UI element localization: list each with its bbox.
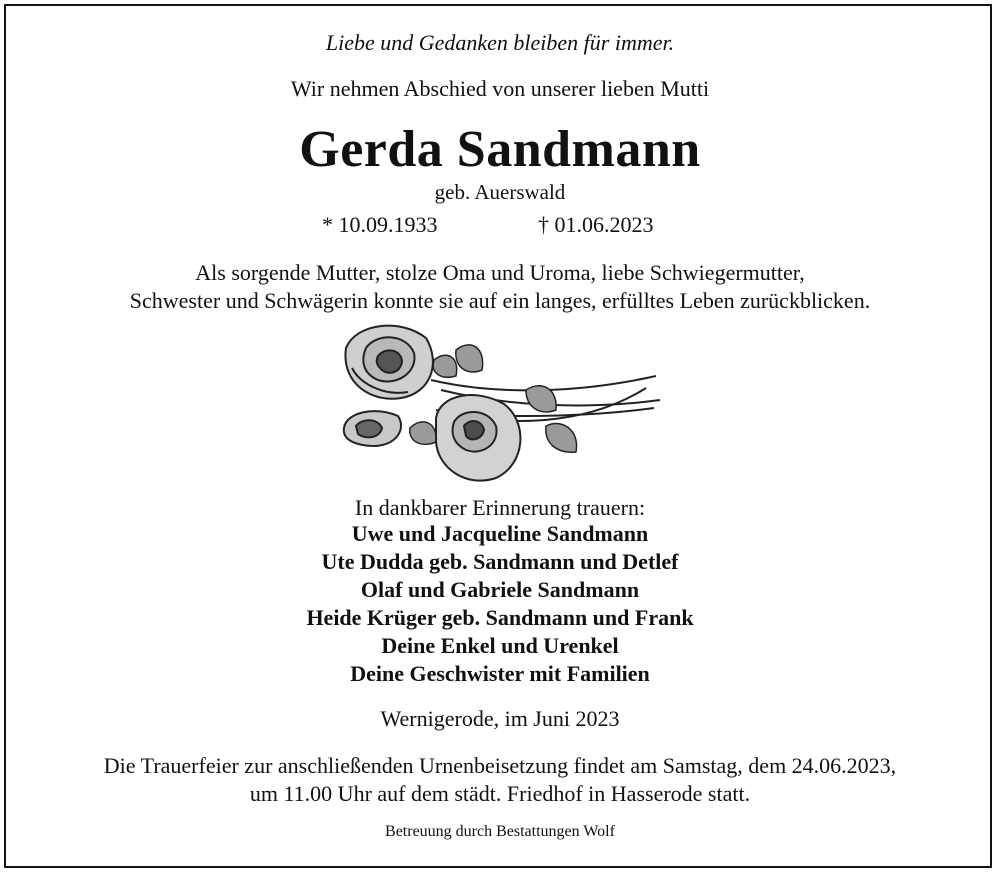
tribute-line-1: Als sorgende Mutter, stolze Oma und Uroma, liebe Schwiegermutter, — [195, 260, 805, 285]
undertaker-credit: Betreuung durch Bestattungen Wolf — [385, 823, 615, 840]
mourner-line: Uwe und Jacqueline Sandmann — [351, 521, 649, 546]
deceased-name: Gerda Sandmann — [299, 121, 701, 178]
birth-date: * 10.09.1933 — [322, 212, 438, 237]
mourner-line: Olaf und Gabriele Sandmann — [360, 577, 640, 602]
mourners-intro: In dankbarer Erinnerung trauern: — [354, 495, 646, 520]
tribute-line-2: Schwester und Schwägerin konnte sie auf ein langes, erfülltes Leben zurückblicken. — [129, 288, 871, 313]
funeral-info-line-2: um 11.00 Uhr auf dem städt. Friedhof in Hasserode statt. — [249, 781, 751, 806]
funeral-info-line-1: Die Trauerfeier zur anschließenden Urnenbeisetzung findet am Samstag, dem 24.06.2023, — [103, 753, 897, 778]
mourner-line: Deine Enkel und Urenkel — [381, 633, 619, 658]
place-date: Wernigerode, im Juni 2023 — [380, 706, 620, 731]
life-dates — [0, 212, 1000, 242]
roses-illustration-icon — [336, 318, 662, 490]
intro-line: Wir nehmen Abschied von unserer lieben Mutti — [290, 76, 710, 101]
mourner-line: Deine Geschwister mit Familien — [350, 661, 650, 686]
maiden-name: geb. Auerswald — [434, 180, 566, 204]
motto: Liebe und Gedanken bleiben für immer. — [325, 30, 675, 55]
mourner-line: Ute Dudda geb. Sandmann und Detlef — [321, 549, 679, 574]
mourner-line: Heide Krüger geb. Sandmann und Frank — [306, 605, 694, 630]
death-date: † 01.06.2023 — [538, 212, 654, 237]
